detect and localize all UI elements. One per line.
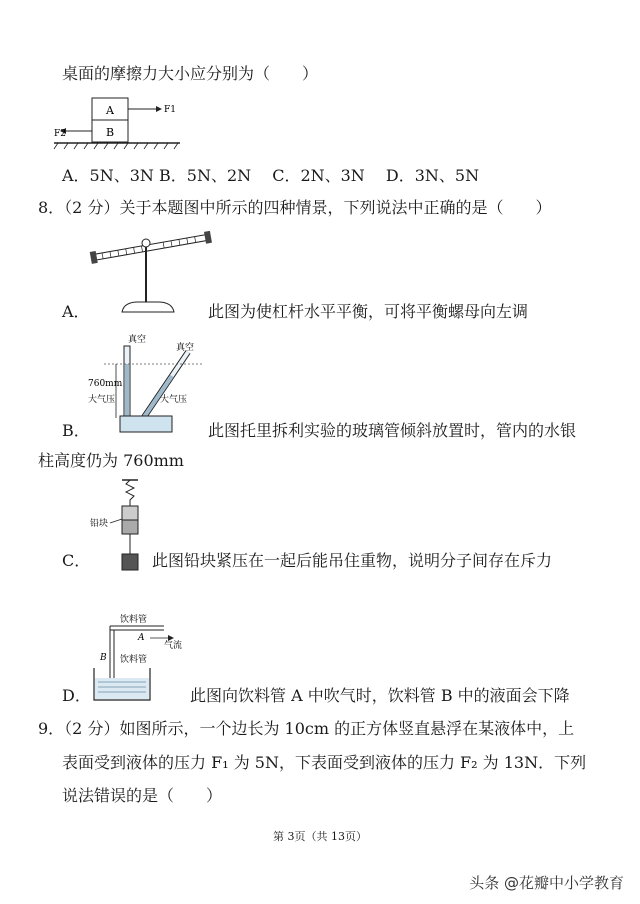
spring: [126, 480, 134, 506]
q9-line-2: 表面受到液体的压力 F₁ 为 5N，下表面受到液体的压力 F₂ 为 13N．下列: [62, 753, 587, 772]
block-a-label: A: [106, 104, 114, 117]
q9-line-3: 说法错误的是（ ）: [62, 786, 223, 805]
block-b-label: B: [105, 126, 115, 139]
q9-line-1: 9．（2 分）如图所示，一个边长为 10cm 的正方体竖直悬浮在某液体中，上: [38, 719, 575, 738]
tube-label-2: 饮料管: [120, 655, 148, 665]
q8-c-label: C．: [62, 551, 91, 570]
height-label: 760mm: [88, 379, 123, 389]
tube-a-label: A: [138, 633, 145, 643]
tube-b-label: B: [100, 653, 107, 663]
lever-bar: [94, 234, 209, 260]
q8-b-text: 此图托里拆利实验的玻璃管倾斜放置时，管内的水银: [208, 421, 577, 440]
q8-d-text: 此图向饮料管 A 中吹气时，饮料管 B 中的液面会下降: [190, 686, 570, 705]
weight: [122, 554, 138, 570]
vacuum-label-1: 真空: [128, 335, 147, 345]
liquid: [95, 678, 149, 699]
q7-options: A．5N、3N B．5N、2N C．2N、3N D．3N、5N: [62, 166, 480, 185]
q7-stem-end: 桌面的摩擦力大小应分别为（ ）: [62, 64, 319, 83]
q8-a-label: A．: [62, 302, 90, 321]
q8-b-text-2: 柱高度仍为 760mm: [38, 451, 184, 470]
atm-label-2: 大气压: [160, 395, 188, 405]
q8-b-label: B．: [62, 421, 90, 440]
force-f1-label: F1: [164, 105, 176, 115]
q8-stem: 8．（2 分）关于本题图中所示的四种情景，下列说法中正确的是（ ）: [38, 198, 552, 217]
q8-a-text: 此图为使杠杆水平平衡，可将平衡螺母向左调: [208, 302, 529, 321]
airflow-label: 气流: [164, 641, 183, 651]
balance-nut-right: [204, 231, 212, 244]
watermark: 头条 @花瓣中小学教育: [469, 874, 624, 892]
force-f2-label: F2: [54, 129, 66, 139]
q8-d-label: D．: [62, 686, 91, 705]
lead-block-top: [122, 506, 138, 520]
tube-label-1: 饮料管: [120, 615, 148, 625]
mercury-dish: [120, 416, 172, 432]
q7-blocks-figure: [52, 96, 182, 156]
balance-nut-left: [90, 251, 98, 264]
stand-base: [122, 302, 174, 312]
q8-lead-blocks-figure: [88, 478, 152, 576]
page-footer: 第 3页（共 13页）: [273, 830, 367, 843]
q8-c-text: 此图铅块紧压在一起后能吊住重物，说明分子间存在斥力: [152, 551, 553, 570]
lead-label: 铅块: [90, 519, 109, 529]
pivot: [142, 239, 150, 247]
lead-block-bottom: [122, 520, 138, 534]
q8-lever-figure: [88, 226, 218, 316]
q8-straws-figure: [90, 612, 190, 702]
atm-label-1: 大气压: [88, 395, 116, 405]
q8-torricelli-figure: [84, 334, 204, 436]
vacuum-label-2: 真空: [176, 343, 195, 353]
